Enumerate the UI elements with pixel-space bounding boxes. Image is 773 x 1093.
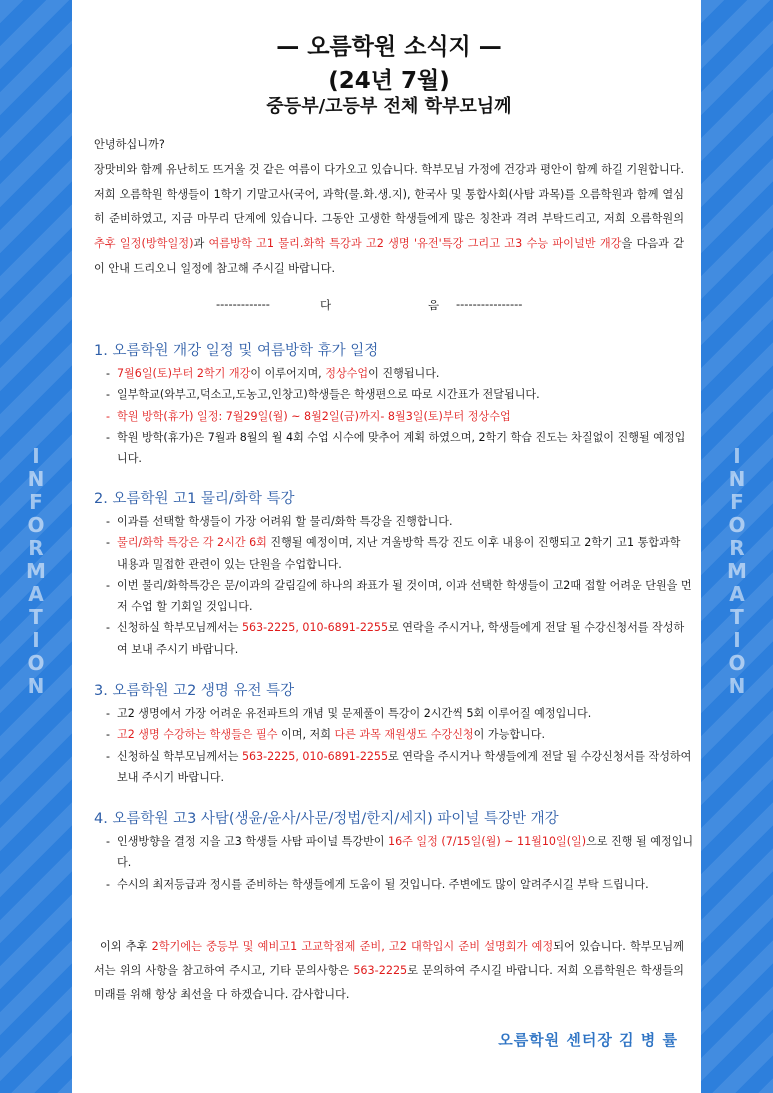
list-item: - 신청하실 학부모님께서는 563-2225, 010-6891-2255로 연락을 주시거나, 학생들에게 전달 될 수강신청서를 작성하여 보내 주시기 바랍니다. (106, 617, 694, 660)
list-item: - 물리/화학 특강은 각 2시간 6회 진행될 예정이며, 지난 겨울방학 특강 진도 이후 내용이 진행되고 2학기 고1 통합과학 내용과 밀접한 관련이 있는 단원을 수업합니다. (106, 532, 694, 575)
intro-paragraph (94, 133, 684, 282)
section-3 (94, 679, 694, 788)
section-4-title: 4. 오름학원 고3 사탐(생윤/윤사/사문/정법/한지/세지) 파이널 특강반 개강 (94, 811, 559, 827)
section-2-title: 2. 오름학원 고1 물리/화학 특강 (94, 491, 295, 507)
list-item: - 이번 물리/화학특강은 문/이과의 갈림길에 하나의 좌표가 될 것이며, 이과 선택한 학생들이 고2때 접할 어려운 단원을 먼저 수업 할 기회일 것입니다. (106, 575, 694, 618)
list-item: - 일부학교(와부고,덕소고,도농고,인창고)학생들은 학생편으로 따로 시간표가 전달됩니다. (106, 384, 694, 405)
list-item: - 인생방향을 결정 지을 고3 학생들 사탐 파이널 특강반이 16주 일정 (7/15일(월) ~ 11월10일(일)으로 진행 될 예정입니다. (106, 831, 694, 874)
right-information-text: I N F O R M A T I O N (727, 444, 747, 698)
greeting: 안녕하십니까? (94, 138, 165, 151)
section-1-title: 1. 오름학원 개강 일정 및 여름방학 휴가 일정 (94, 343, 379, 359)
signature: 오름학원 센터장 김 병 률 (498, 1031, 678, 1049)
newsletter-date: (24년 7월) (328, 68, 450, 94)
right-side-band (701, 0, 773, 1093)
left-information-text: I N F O R M A T I O N (26, 444, 46, 698)
list-item: - 수시의 최저등급과 정시를 준비하는 학생들에게 도움이 될 것입니다. 주변에도 많이 알려주시길 부탁 드립니다. (106, 874, 694, 895)
list-item: - 고2 생명 수강하는 학생들은 필수 이며, 저희 다른 과목 재원생도 수강신청이 가능합니다. (106, 724, 694, 745)
list-item: - 이과를 선택할 학생들이 가장 어려워 할 물리/화학 특강을 진행합니다. (106, 511, 694, 532)
list-item: - 고2 생명에서 가장 어려운 유전파트의 개념 및 문제풀이 특강이 2시간씩 5회 이루어질 예정입니다. (106, 703, 694, 724)
newsletter-title: — 오름학원 소식지 — (276, 34, 502, 60)
list-item: - 학원 방학(휴가)은 7월과 8월의 월 4회 수업 시수에 맞추어 계획 하였으며, 2학기 학습 진도는 차질없이 진행될 예정입니다. (106, 427, 694, 470)
list-item: - 학원 방학(휴가) 일정: 7월29일(월) ~ 8월2일(금)까지- 8월3일(토)부터 정상수업 (106, 406, 694, 427)
list-item: - 7월6일(토)부터 2학기 개강이 이루어지며, 정상수업이 진행됩니다. (106, 363, 694, 384)
section-2 (94, 487, 694, 660)
newsletter-page: I N F O R M A T I O N I N F O R M A T I O N — 오름학원 소식지 — (24년 7월) 중등부/고등부 전체 학부모님께 안녕하십니까? 장맛비와 함께 유난히도 뜨거울 것 같은 여름이 다가오고 있습니다. 학부모님 가정에 건강과 평안이 함께 하길 기원합니다. 저희 오름학원 학생들이 1학기 기말고사(국어, 과학(물.화.생.지), 한국사 및 통합사회(사탐 과목)를 오름학원과 함께 열심히 준비하였고, 지금 마무리 단계에 있습니다. 그동안 고생한 학생들에게 많은 칭찬과 격려 부탁드리고, 저희 오름학원의 추후 일정(방학일정)과 여름방학 고1 물리.화학 특강과 고2 생명 '유전'특강 그리고 고3 수능 파이널반 개강을 다음과 같이 안내 드리오니 일정에 참고해 주시길 바랍니다. ------------- 다 음 ---------------- 1. 오름학원 개강 일정 및 여름방학 휴가 일정 - 7월6일(토)부터 2학기 개강이 이루어지며, 정상수업이 진행됩니다. - 일부학교(와부고,덕소고,도농고,인창고)학생들은 학생편으로 따로 시간표가 전달됩니다. - 학원 방학(휴가) 일정: 7월29일(월) ~ 8월2일(금)까지- 8월3일(토)부터 정상수업 - 학원 방학(휴가)은 7월과 8월의 월 4회 수업 시수에 맞추어 계획 하였으며, 2학기 학습 진도는 차질없이 진행될 예정입니다. 2. 오름학원 고1 물리/화학 특강 - 이과를 선택할 학생들이 가장 어려워 할 물리/화학 특강을 진행합니다. - 물리/화학 특강은 각 2시간 6회 진행될 예정이며, 지난 겨울방학 특강 진도 이후 내용이 진행되고 2학기 고1 통합과학 내용과 밀접한 관련이 있는 단원을 수업합니다. - 이번 물리/화학특강은 문/이과의 갈림길에 하나의 좌표가 될 것이며, 이과 선택한 학생들이 고2때 접할 어려운 단원을 먼저 수업 할 기회일 것입니다. - 신청하실 학부모님께서는 563-2225, 010-6891-2255로 연락을 주시거나, 학생들에게 전달 될 수강신청서를 작성하여 보내 주시기 바랍니다. 3. 오름학원 고2 생명 유전 특강 - 고2 생명에서 가장 어려운 유전파트의 개념 및 문제풀이 특강이 2시간씩 5회 이루어질 예정입니다. - 고2 생명 수강하는 학생들은 필수 이며, 저희 다른 과목 재원생도 수강신청이 가능합니다. - 신청하실 학부모님께서는 563-2225, 010-6891-2255로 연락을 주시거나 학생들에게 전달 될 수강신청서를 작성하여 보내 주시기 바랍니다. 4. 오름학원 고3 사탐(생윤/윤사/사문/정법/한지/세지) 파이널 특강반 개강 - 인생방향을 결정 지을 고3 학생들 사탐 파이널 특강반이 16주 일정 (7/15일(월) ~ 11월10일(일)으로 진행 될 예정입니다. - 수시의 최저등급과 정시를 준비하는 학생들에게 도움이 될 것입니다. 주변에도 많이 알려주시길 부탁 드립니다. 이외 추후 2학기에는 중등부 및 예비고1 고교학점제 준비, 고2 대학입시 준비 설명회가 예정되어 있습니다. 학부모님께서는 위의 사항을 참고하여 주시고, 기타 문의사항은 563-2225로 문의하여 주시길 바랍니다. 저희 오름학원은 학생들의 미래를 위해 항상 최선을 다 하겠습니다. 감사합니다. 오름학원 센터장 김 병 률 (0, 0, 773, 1093)
section-1 (94, 339, 694, 469)
closing-paragraph: 이외 추후 2학기에는 중등부 및 예비고1 고교학점제 준비, 고2 대학입시 준비 설명회가 예정되어 있습니다. 학부모님께서는 위의 사항을 참고하여 주시고, 기타 문의사항은 563-2225로 문의하여 주시길 바랍니다. 저희 오름학원은 학생들의 미래를 위해 항상 최선을 다 하겠습니다. 감사합니다. (94, 940, 684, 1001)
list-item: - 신청하실 학부모님께서는 563-2225, 010-6891-2255로 연락을 주시거나 학생들에게 전달 될 수강신청서를 작성하여 보내 주시기 바랍니다. (106, 746, 694, 789)
intro-body: 장맛비와 함께 유난히도 뜨거울 것 같은 여름이 다가오고 있습니다. 학부모님 가정에 건강과 평안이 함께 하길 기원합니다. 저희 오름학원 학생들이 1학기 기말고사(국어, 과학(물.화.생.지), 한국사 및 통합사회(사탐 과목)를 오름학원과 함께 열심히 준비하였고, 지금 마무리 단계에 있습니다. 그동안 고생한 학생들에게 많은 칭찬과 격려 부탁드리고, 저희 오름학원의 추후 일정(방학일정)과 여름방학 고1 물리.화학 특강과 고2 생명 '유전'특강 그리고 고3 수능 파이널반 개강을 다음과 같이 안내 드리오니 일정에 참고해 주시길 바랍니다. (94, 162, 685, 275)
section-4 (94, 807, 694, 895)
newsletter-audience: 중등부/고등부 전체 학부모님께 (266, 96, 512, 117)
left-side-band (0, 0, 72, 1093)
section-3-title: 3. 오름학원 고2 생명 유전 특강 (94, 683, 295, 699)
